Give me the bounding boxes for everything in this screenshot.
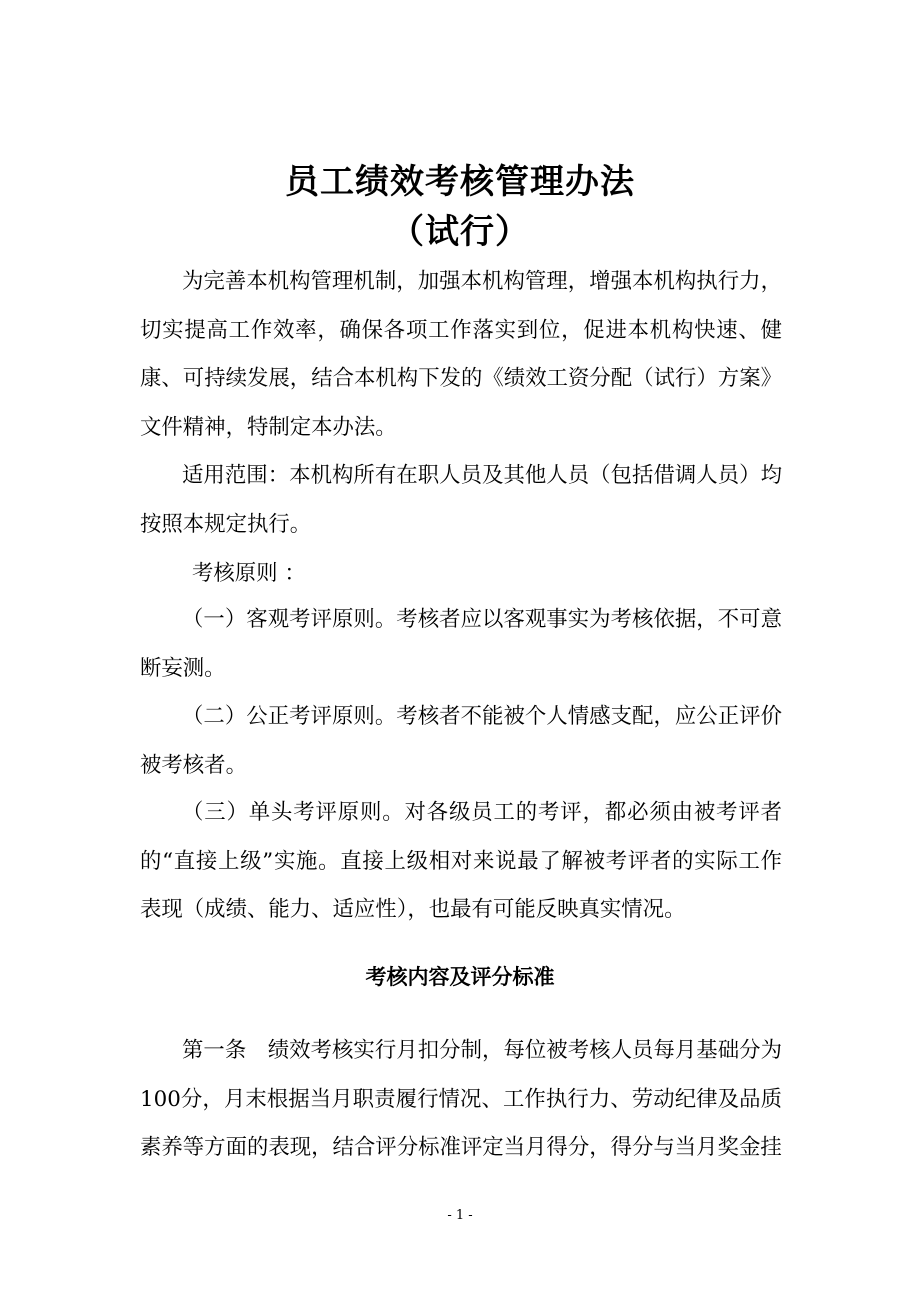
page-number: - 1 -: [447, 1208, 473, 1223]
scope-paragraph: 适用范围：本机构所有在职人员及其他人员（包括借调人员）均按照本规定执行。: [140, 463, 782, 537]
section-heading: 考核内容及评分标准: [365, 964, 555, 989]
principle-2-paragraph: （二）公正考评原则。考核者不能被个人情感支配，应公正评价被考核者。: [140, 704, 782, 778]
principle-3-paragraph: （三）单头考评原则。对各级员工的考评，都必须由被考评者的“直接上级”实施。直接上级相对来说最了解被考评者的实际工作表现（成绩、能力、适应性），也最有可能反映真实情况。: [140, 800, 782, 922]
principles-heading: 考核原则 ：: [192, 561, 306, 586]
document-subtitle: （试行）: [390, 212, 530, 252]
article-1-paragraph: 第一条 绩效考核实行月扣分制，每位被考核人员每月基础分为100分，月末根据当月职责履行情况、工作执行力、劳动纪律及品质素养等方面的表现，结合评分标准评定当月得分，得分与当月奖金挂: [140, 1038, 782, 1160]
intro-paragraph: 为完善本机构管理机制，加强本机构管理，增强本机构执行力，切实提高工作效率，确保各项工作落实到位，促进本机构快速、健康、可持续发展，结合本机构下发的《绩效工资分配（试行）方案》文件精神，特制定本办法。: [140, 269, 782, 440]
document-title: 员工绩效考核管理办法: [285, 162, 635, 202]
principle-1-paragraph: （一）客观考评原则。考核者应以客观事实为考核依据，不可意断妄测。: [140, 607, 782, 681]
